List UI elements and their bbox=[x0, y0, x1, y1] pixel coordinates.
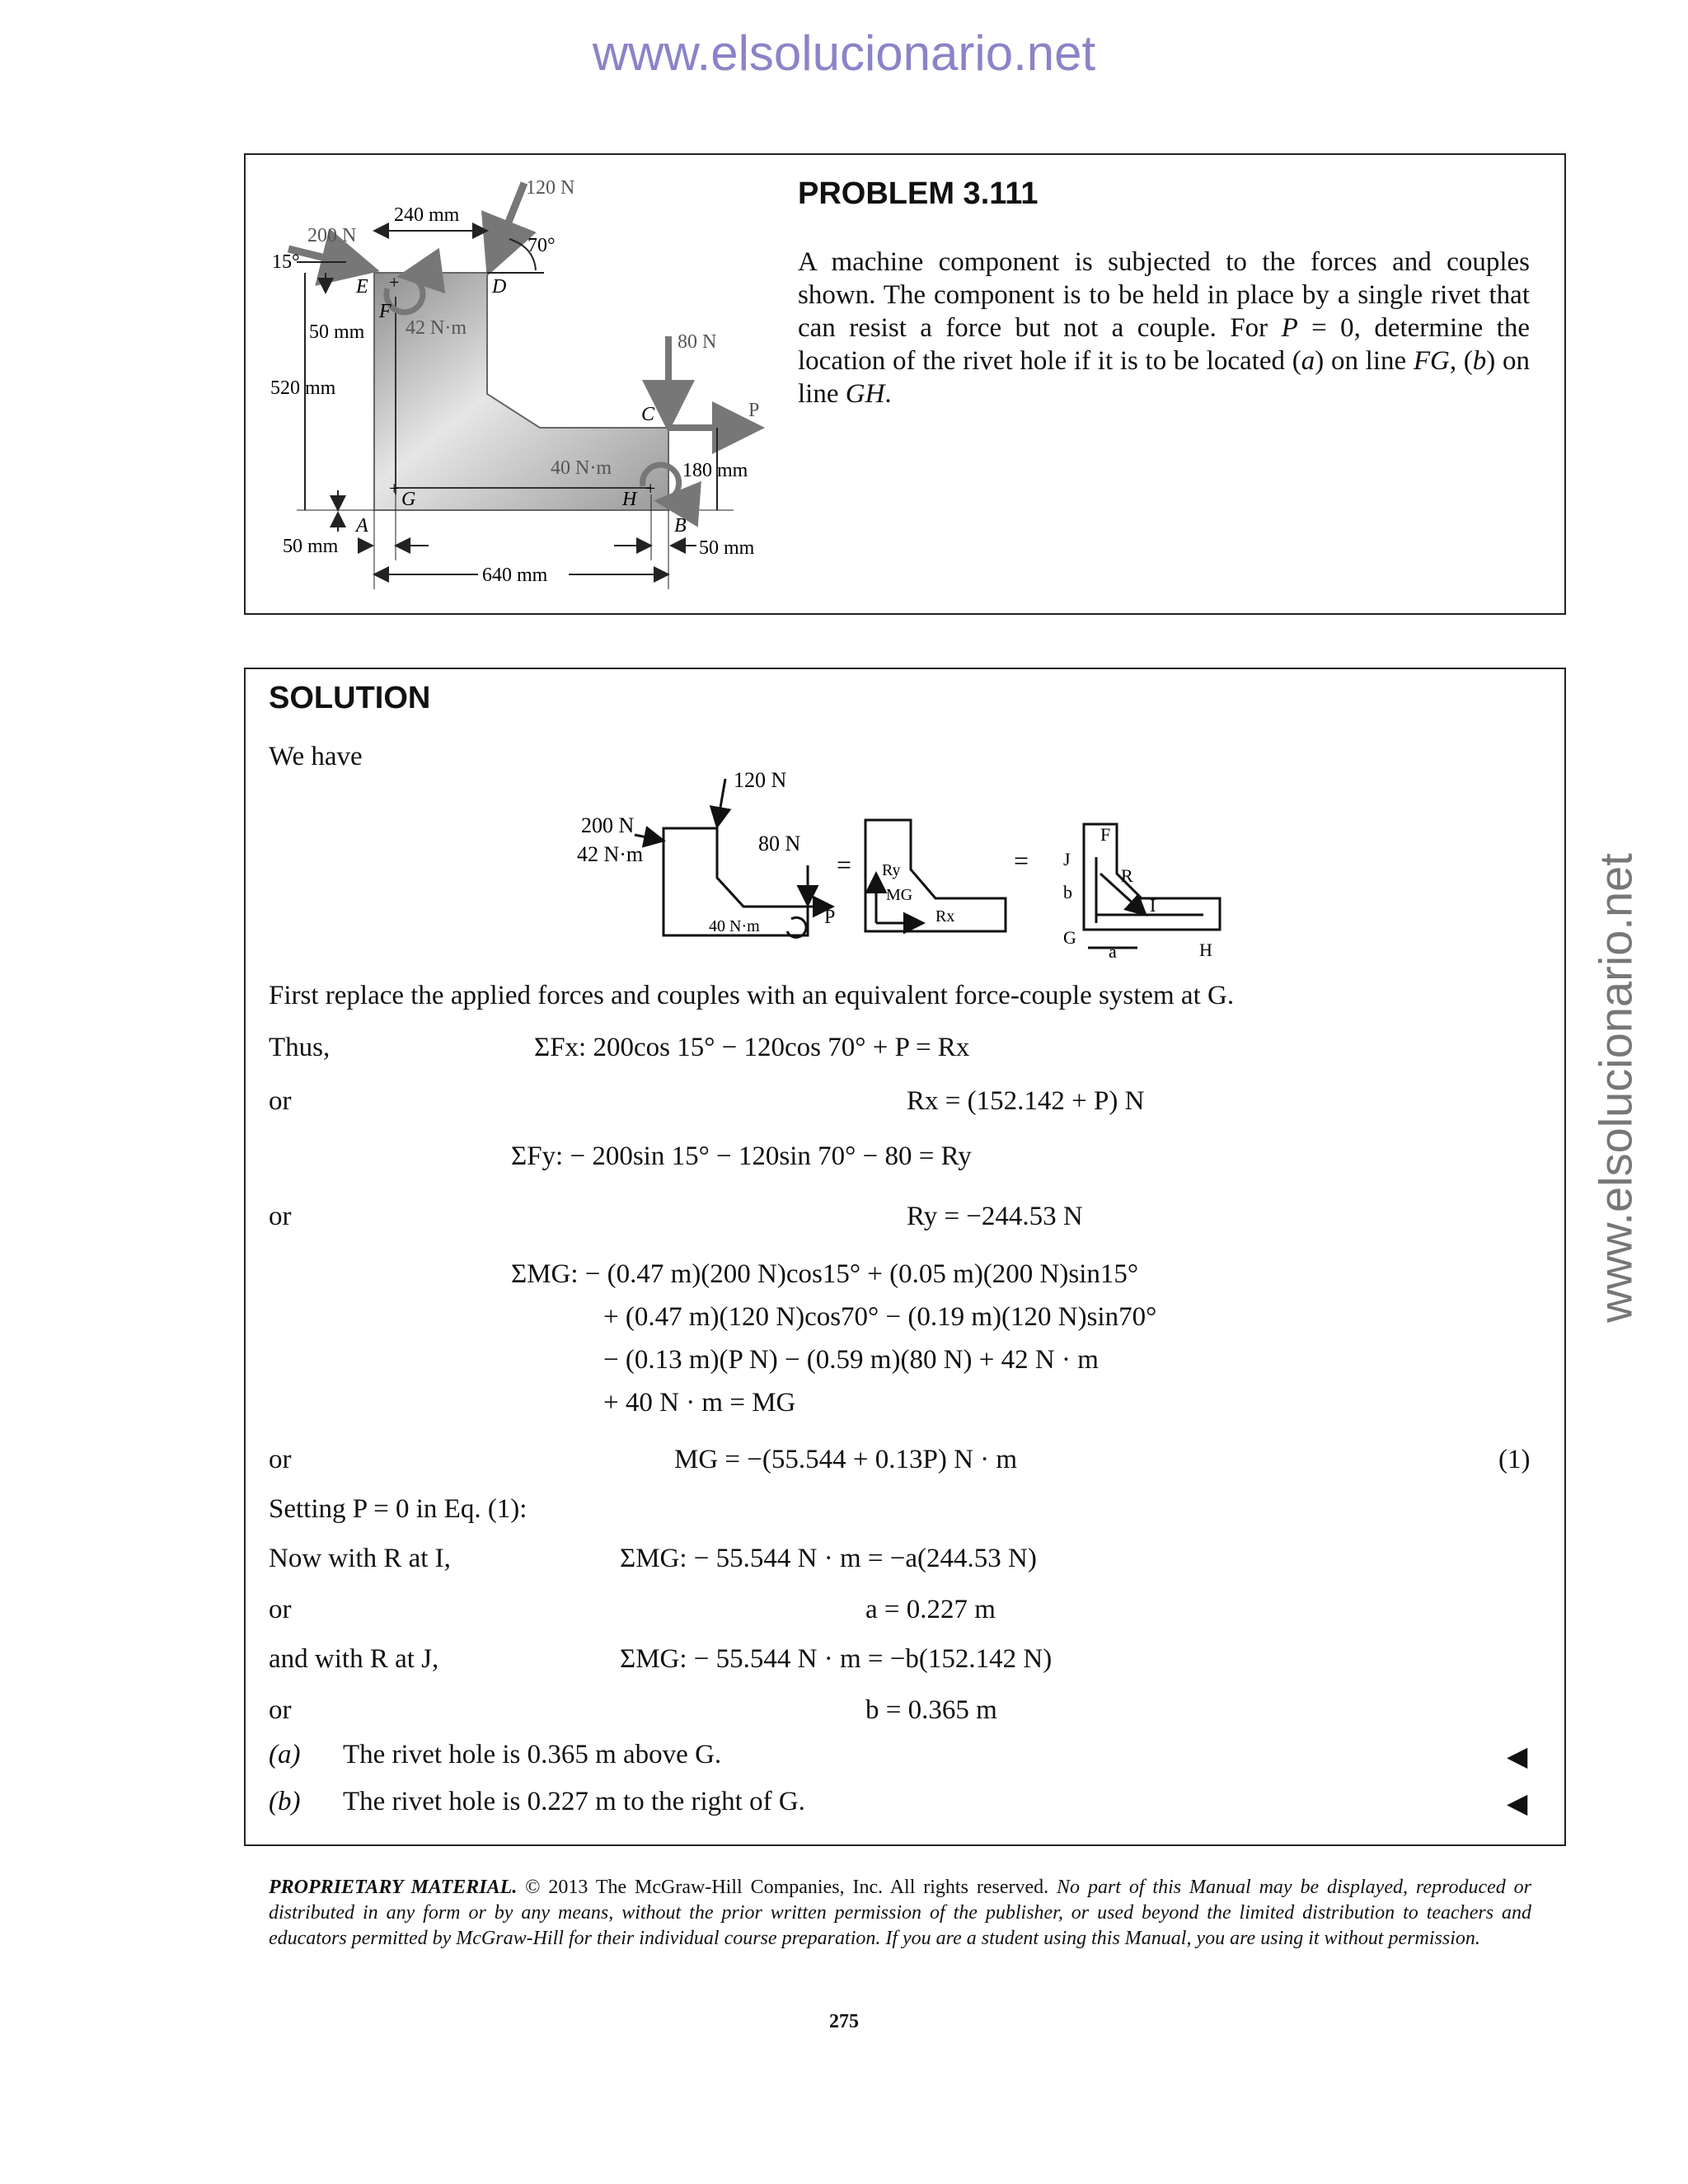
sum-mg-line-4[interactable]: + 40 N · m = MG bbox=[603, 1388, 796, 1418]
angle-70-label[interactable]: 70° bbox=[528, 235, 556, 256]
mg-result[interactable]: MG = −(55.544 + 0.13P) N · m bbox=[674, 1445, 1018, 1474]
sum-fx-eq[interactable]: ΣFx: 200cos 15° − 120cos 70° + P = Rx bbox=[534, 1033, 970, 1062]
sketch-eq-1[interactable]: = bbox=[837, 850, 852, 879]
answer-b-marker[interactable]: ◀ bbox=[1507, 1789, 1528, 1819]
sketch-r[interactable]: R bbox=[1121, 865, 1133, 886]
a-result[interactable]: a = 0.227 m bbox=[865, 1595, 996, 1624]
solution-sketch bbox=[569, 766, 1245, 964]
svg-text:+: + bbox=[389, 272, 400, 293]
point-a-label[interactable]: A bbox=[356, 515, 368, 537]
sketch-h[interactable]: H bbox=[1199, 940, 1212, 960]
sketch-g[interactable]: G bbox=[1063, 927, 1076, 948]
or-3[interactable]: or bbox=[269, 1445, 292, 1474]
sum-fy-eq[interactable]: ΣFy: − 200sin 15° − 120sin 70° − 80 = Ry bbox=[511, 1141, 972, 1171]
problem-statement: A machine component is subjected to the forces and couples shown. The component is to be held in place by a single rivet that can resist a force but not a couple. For P = 0, determine the location of the rivet hole if it is to be located (a) on line FG, (b) on line GH. bbox=[798, 247, 1530, 409]
problem-figure bbox=[247, 165, 791, 610]
problem-title[interactable]: PROBLEM 3.111 bbox=[798, 176, 1039, 211]
b-result[interactable]: b = 0.365 m bbox=[865, 1695, 997, 1725]
force-80-label[interactable]: 80 N bbox=[678, 331, 717, 353]
thus-label[interactable]: Thus, bbox=[269, 1033, 331, 1062]
or-5[interactable]: or bbox=[269, 1695, 292, 1725]
intro-text[interactable]: First replace the applied forces and couples with an equivalent force-couple system at G. bbox=[269, 981, 1235, 1010]
point-h-label[interactable]: H bbox=[622, 489, 637, 510]
sum-mg-line-1[interactable]: ΣMG: − (0.47 m)(200 N)cos15° + (0.05 m)(200 N)sin15° bbox=[511, 1259, 1139, 1289]
watermark-top[interactable]: www.elsolucionario.net bbox=[592, 26, 1096, 81]
now-with-text[interactable]: Now with R at I, bbox=[269, 1544, 451, 1573]
angle-15-label[interactable]: 15° bbox=[272, 251, 300, 273]
or-4[interactable]: or bbox=[269, 1595, 292, 1624]
or-2[interactable]: or bbox=[269, 1202, 292, 1231]
rx-result[interactable]: Rx = (152.142 + P) N bbox=[907, 1086, 1145, 1116]
setting-text[interactable]: Setting P = 0 in Eq. (1): bbox=[269, 1494, 528, 1524]
sketch-200[interactable]: 200 N bbox=[581, 813, 635, 837]
point-e-label[interactable]: E bbox=[356, 276, 368, 298]
couple-40-label[interactable]: 40 N·m bbox=[551, 457, 612, 479]
dim-50-b-label[interactable]: 50 mm bbox=[699, 537, 755, 559]
point-b-label[interactable]: B bbox=[674, 515, 687, 537]
eq-number[interactable]: (1) bbox=[1498, 1445, 1531, 1474]
dim-640-label[interactable]: 640 mm bbox=[482, 565, 548, 586]
page-number[interactable]: 275 bbox=[829, 2011, 859, 2032]
dim-180-label[interactable]: 180 mm bbox=[682, 460, 748, 481]
couple-42-label[interactable]: 42 N·m bbox=[406, 317, 467, 339]
sketch-b[interactable]: b bbox=[1063, 882, 1072, 902]
sketch-j[interactable]: J bbox=[1063, 849, 1071, 869]
point-g-label[interactable]: G bbox=[401, 489, 416, 510]
mg-eq-a[interactable]: ΣMG: − 55.544 N · m = −a(244.53 N) bbox=[620, 1544, 1037, 1573]
sum-mg-line-3[interactable]: − (0.13 m)(P N) − (0.59 m)(80 N) + 42 N · m bbox=[603, 1345, 1099, 1375]
dim-240-label[interactable]: 240 mm bbox=[394, 204, 460, 226]
dim-50-left-label[interactable]: 50 mm bbox=[309, 321, 365, 343]
svg-text:+: + bbox=[389, 478, 400, 499]
sketch-p[interactable]: P bbox=[824, 907, 836, 928]
or-1[interactable]: or bbox=[269, 1086, 292, 1116]
ry-result[interactable]: Ry = −244.53 N bbox=[907, 1202, 1083, 1231]
sum-mg-line-2[interactable]: + (0.47 m)(120 N)cos70° − (0.19 m)(120 N)sin70° bbox=[603, 1302, 1157, 1332]
point-d-label[interactable]: D bbox=[492, 276, 507, 298]
point-c-label[interactable]: C bbox=[641, 404, 655, 425]
force-120-label[interactable]: 120 N bbox=[526, 177, 575, 199]
sketch-42[interactable]: 42 N·m bbox=[577, 842, 644, 866]
answer-a-label[interactable]: (a) bbox=[269, 1740, 301, 1769]
dim-50-a-label[interactable]: 50 mm bbox=[283, 536, 339, 557]
force-p-label[interactable]: P bbox=[748, 400, 760, 421]
solution-title[interactable]: SOLUTION bbox=[269, 681, 431, 715]
point-f-label[interactable]: F bbox=[379, 301, 392, 322]
answer-b-label[interactable]: (b) bbox=[269, 1787, 301, 1816]
sketch-f[interactable]: F bbox=[1100, 824, 1111, 845]
sketch-i[interactable]: I bbox=[1150, 895, 1156, 916]
answer-a-marker[interactable]: ◀ bbox=[1507, 1742, 1528, 1772]
sketch-mg[interactable]: MG bbox=[886, 886, 913, 904]
dim-520-label[interactable]: 520 mm bbox=[270, 377, 336, 399]
copyright-footer: PROPRIETARY MATERIAL. © 2013 The McGraw-Hill Companies, Inc. All rights reserved. No part of this Manual may be displayed, reproduced or distributed in any form or by any means, without the prior written permission of the publisher, or used beyond the limited distribution to teachers and educators permitted by McGraw-Hill for their individual course preparation. If you are a student using this Manual, you are using it without permission. bbox=[269, 1877, 1531, 1949]
sketch-120[interactable]: 120 N bbox=[734, 768, 787, 792]
force-120-arrow bbox=[490, 183, 524, 269]
sketch-80[interactable]: 80 N bbox=[758, 832, 801, 855]
we-have-text[interactable]: We have bbox=[269, 742, 363, 771]
force-200-arrow bbox=[288, 249, 373, 269]
sketch-a[interactable]: a bbox=[1109, 941, 1117, 962]
sketch-40[interactable]: 40 N·m bbox=[709, 917, 760, 935]
sketch-eq-2[interactable]: = bbox=[1014, 846, 1029, 875]
force-200-label[interactable]: 200 N bbox=[307, 225, 357, 246]
sketch-rx[interactable]: Rx bbox=[935, 907, 955, 926]
svg-text:+: + bbox=[645, 478, 656, 499]
mg-eq-b[interactable]: ΣMG: − 55.544 N · m = −b(152.142 N) bbox=[620, 1644, 1053, 1674]
sketch-ry[interactable]: Ry bbox=[882, 861, 901, 879]
and-with-text[interactable]: and with R at J, bbox=[269, 1644, 439, 1674]
answer-b[interactable]: The rivet hole is 0.227 m to the right of G. bbox=[343, 1787, 805, 1816]
answer-a[interactable]: The rivet hole is 0.365 m above G. bbox=[343, 1740, 722, 1769]
